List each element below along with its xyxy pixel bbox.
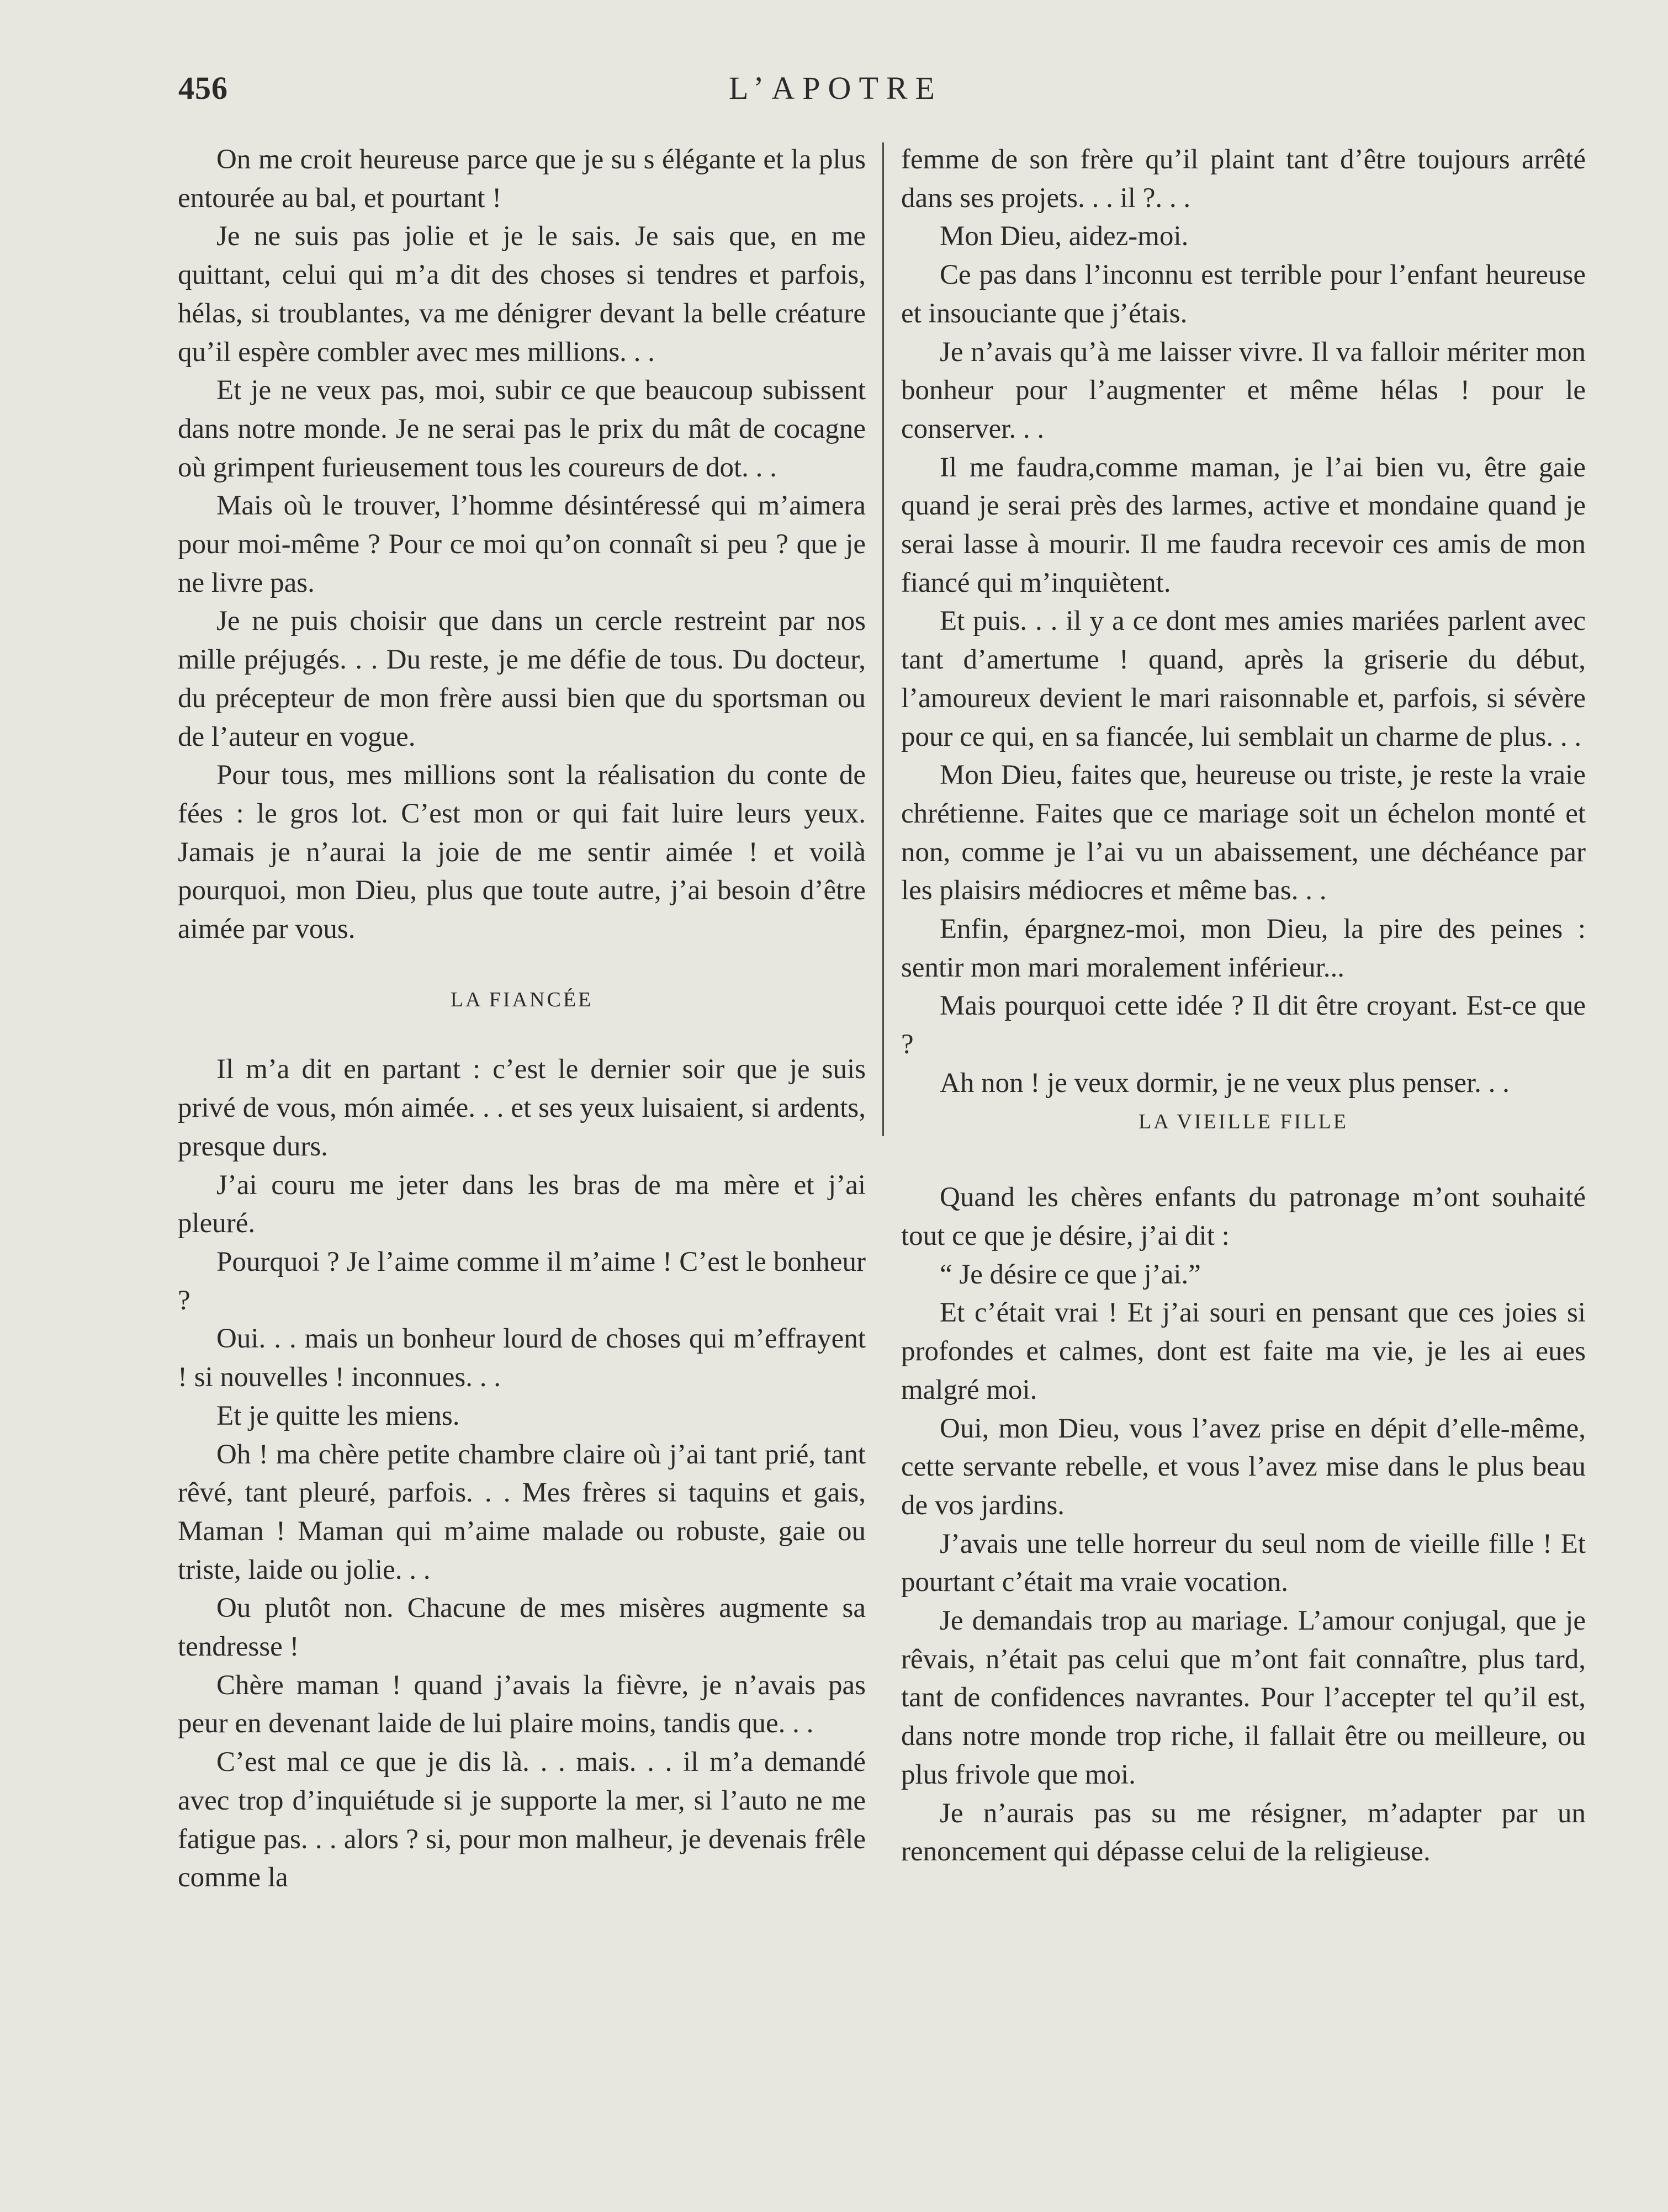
paragraph: Oh ! ma chère petite chambre claire où j’ai tant prié, tant rêvé, tant pleuré, parfois. . . Mes frères si taquins et gais, Maman ! Maman qui m’aime malade ou robuste, gaie ou triste, laide ou jolie. . . bbox=[178, 1439, 866, 1585]
paragraph: Il me faudra,comme maman, je l’ai bien vu, être gaie quand je serai près des larmes, active et mondaine quand je serai lasse à mourir. Il me faudra recevoir ces amis de mon fiancé qui m’inquiètent. bbox=[901, 452, 1586, 598]
left-column bbox=[178, 141, 866, 1897]
paragraph: Je ne puis choisir que dans un cercle restreint par nos mille préjugés. . . Du reste, je me défie de tous. Du docteur, du précepteur de mon frère aussi bien que du sportsman ou de l’auteur en vogue. bbox=[178, 606, 866, 752]
paragraph: Et c’était vrai ! Et j’ai souri en pensant que ces joies si profondes et calmes, dont est faite ma vie, je les ai eues malgré moi. bbox=[901, 1297, 1586, 1405]
paragraph: Mon Dieu, aidez-moi. bbox=[940, 221, 1189, 252]
paragraph: Mais où le trouver, l’homme désintéressé qui m’aimera pour moi-même ? Pour ce moi qu’on connaît si peu ? que je ne livre pas. bbox=[178, 490, 866, 598]
section-title-la-fiancee: LA FIANCÉE bbox=[450, 988, 594, 1011]
page-number: 456 bbox=[178, 70, 228, 106]
paragraph: Et je quitte les miens. bbox=[216, 1400, 460, 1431]
paragraph: Oui, mon Dieu, vous l’avez prise en dépit d’elle-même, cette servante rebelle, et vous l’avez mise dans le plus beau de vos jardins. bbox=[901, 1413, 1586, 1521]
paragraph: “ Je désire ce que j’ai.” bbox=[940, 1259, 1201, 1290]
paragraph: J’ai couru me jeter dans les bras de ma mère et j’ai pleuré. bbox=[178, 1169, 866, 1239]
paragraph: Et je ne veux pas, moi, subir ce que beaucoup subissent dans notre monde. Je ne serai pas le prix du mât de cocagne où grimpent furieusement tous les coureurs de dot. . . bbox=[178, 375, 866, 483]
paragraph: C’est mal ce que je dis là. . . mais. . . il m’a demandé avec trop d’inquiétude si je supporte la mer, si l’auto ne me fatigue pas. . . alors ? si, pour mon malheur, je devenais frêle comme la bbox=[178, 1747, 866, 1893]
paragraph: Je n’avais qu’à me laisser vivre. Il va falloir mériter mon bonheur pour l’augmenter et même hélas ! pour le conserver. . . bbox=[901, 336, 1586, 444]
paragraph: On me croit heureuse parce que je su s élégante et la plus entourée au bal, et pourtant ! bbox=[178, 144, 866, 214]
paragraph: Chère maman ! quand j’avais la fièvre, je n’avais pas peur en devenant laide de lui plaire moins, tandis que. . . bbox=[178, 1669, 866, 1739]
paragraph: Je demandais trop au mariage. L’amour conjugal, que je rêvais, n’était pas celui que m’ont fait connaître, plus tard, tant de confidences navrantes. Pour l’accepter tel qu’il est, dans notre monde trop riche, il fallait être ou meilleure, ou plus frivole que moi. bbox=[901, 1605, 1586, 1790]
paragraph-continuation: femme de son frère qu’il plaint tant d’être toujours arrêté dans ses projets. . . il ?. . . bbox=[901, 144, 1586, 214]
paragraph: Ah non ! je veux dormir, je ne veux plus penser. . . bbox=[940, 1067, 1510, 1099]
paragraph: Ou plutôt non. Chacune de mes misères augmente sa tendresse ! bbox=[178, 1593, 866, 1663]
running-head: L’APOTRE bbox=[729, 70, 942, 106]
column-divider bbox=[882, 142, 884, 1136]
paragraph: Et puis. . . il y a ce dont mes amies mariées parlent avec tant d’amertume ! quand, après la griserie du début, l’amoureux devient le mari raisonnable et, parfois, si sévère pour ce qui, en sa fiancée, lui semblait un charme de plus. . . bbox=[901, 606, 1586, 752]
paragraph: Mais pourquoi cette idée ? Il dit être croyant. Est-ce que ? bbox=[901, 990, 1586, 1060]
paragraph: Il m’a dit en partant : c’est le dernier soir que je suis privé de vous, món aimée. . . et ses yeux luisaient, si ardents, presque durs. bbox=[178, 1054, 866, 1162]
paragraph: Je n’aurais pas su me résigner, m’adapter par un renoncement qui dépasse celui de la religieuse. bbox=[901, 1797, 1586, 1868]
paragraph: Quand les chères enfants du patronage m’ont souhaité tout ce que je désire, j’ai dit : bbox=[901, 1182, 1586, 1251]
section-title-la-vieille-fille: LA VIEILLE FILLE bbox=[1139, 1110, 1348, 1133]
paragraph: Oui. . . mais un bonheur lourd de choses qui m’effrayent ! si nouvelles ! inconnues. . . bbox=[178, 1323, 866, 1393]
paragraph: Ce pas dans l’inconnu est terrible pour l’enfant heureuse et insouciante que j’étais. bbox=[901, 259, 1586, 329]
paragraph: Je ne suis pas jolie et je le sais. Je sais que, en me quittant, celui qui m’a dit des choses si tendres et parfois, hélas, si troublantes, va me dénigrer devant la belle créature qu’il espère combler avec mes millions. . . bbox=[178, 221, 866, 368]
paragraph: Enfin, épargnez-moi, mon Dieu, la pire des peines : sentir mon mari moralement inférieur... bbox=[901, 914, 1586, 983]
right-column bbox=[901, 141, 1586, 1871]
paragraph: Pour tous, mes millions sont la réalisation du conte de fées : le gros lot. C’est mon or qui fait luire leurs yeux. Jamais je n’aurai la joie de me sentir aimée ! et voilà pourquoi, mon Dieu, plus que toute autre, j’ai besoin d’être aimée par vous. bbox=[178, 760, 866, 945]
paragraph: J’avais une telle horreur du seul nom de vieille fille ! Et pourtant c’était ma vraie vocation. bbox=[901, 1528, 1586, 1598]
paragraph: Mon Dieu, faites que, heureuse ou triste, je reste la vraie chrétienne. Faites que ce mariage soit un échelon monté et non, comme je l’ai vu un abaissement, une déchéance par les plaisirs médiocres et même bas. . . bbox=[901, 760, 1586, 906]
paragraph: Pourquoi ? Je l’aime comme il m’aime ! C’est le bonheur ? bbox=[178, 1246, 866, 1316]
